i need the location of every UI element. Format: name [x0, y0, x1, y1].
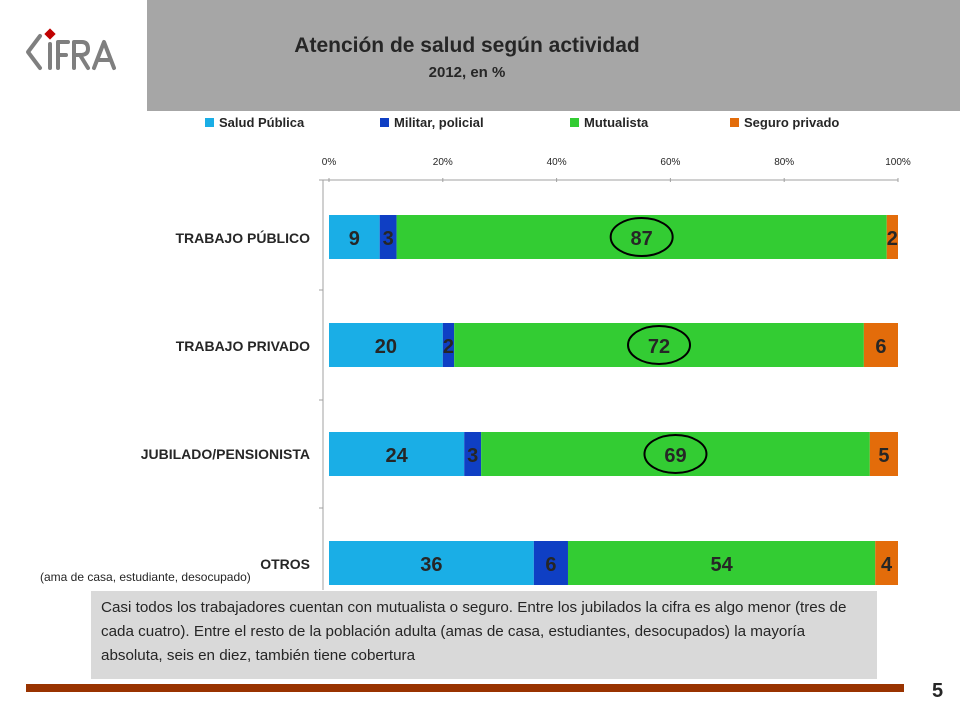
legend-swatch — [380, 118, 389, 127]
data-label: 54 — [710, 554, 733, 576]
caption-text: Casi todos los trabajadores cuentan con mutualista o seguro. Entre los jubilados la cifra es algo menor (tres de cada cuatro). Entre el resto de la población adulta (amas de casa, estudiantes, desocupados) la mayoría absoluta, seis en diez, también tiene cobertura — [101, 599, 847, 664]
legend-label: Seguro privado — [744, 115, 840, 130]
data-label: 5 — [878, 445, 890, 467]
data-label: 3 — [467, 445, 479, 467]
chart-title: Atención de salud según actividad — [294, 34, 640, 57]
legend-label: Mutualista — [584, 115, 649, 130]
category-label: TRABAJO PÚBLICO — [175, 230, 310, 246]
data-label: 2 — [442, 336, 455, 358]
page-number: 5 — [932, 680, 944, 702]
data-label: 24 — [385, 445, 408, 467]
x-tick-label: 60% — [660, 157, 681, 168]
data-label: 6 — [875, 336, 887, 358]
legend-swatch — [730, 118, 739, 127]
legend-swatch — [570, 118, 579, 127]
otros-sub-note: (ama de casa, estudiante, desocupado) — [40, 570, 251, 584]
legend-label: Salud Pública — [219, 115, 305, 130]
footer-line — [26, 684, 904, 692]
data-label: 2 — [886, 228, 898, 250]
category-label: TRABAJO PRIVADO — [175, 338, 310, 354]
chart-subtitle: 2012, en % — [428, 64, 506, 81]
x-tick-label: 20% — [432, 157, 453, 168]
data-label: 87 — [630, 228, 653, 250]
data-label: 6 — [545, 554, 557, 576]
data-label: 69 — [664, 445, 687, 467]
category-label: OTROS — [260, 556, 310, 572]
caption-box — [91, 591, 877, 679]
x-tick-label: 0% — [321, 157, 337, 168]
x-tick-label: 80% — [774, 157, 795, 168]
category-label: JUBILADO/PENSIONISTA — [140, 446, 310, 462]
data-label: 4 — [881, 554, 893, 576]
legend-label: Militar, policial — [394, 115, 484, 130]
legend-swatch — [205, 118, 214, 127]
data-label: 36 — [420, 554, 443, 576]
x-tick-label: 40% — [546, 157, 567, 168]
data-label: 3 — [382, 228, 394, 250]
data-label: 20 — [374, 336, 398, 358]
data-label: 9 — [348, 228, 360, 250]
x-tick-label: 100% — [885, 157, 911, 168]
data-label: 72 — [647, 336, 671, 358]
